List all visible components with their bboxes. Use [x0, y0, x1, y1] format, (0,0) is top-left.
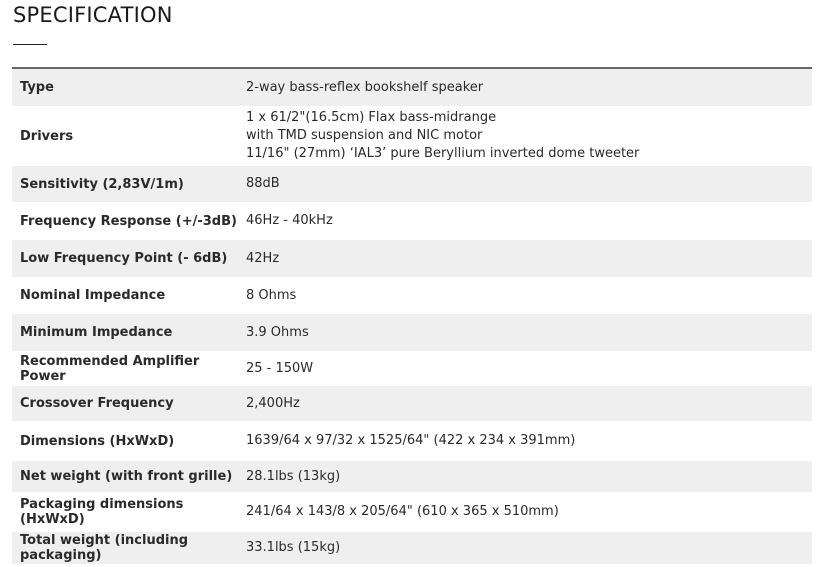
- spec-label: Packaging dimensions (HxWxD): [20, 497, 184, 527]
- spec-value: [246, 360, 812, 378]
- spec-value-line: 28.1lbs (13kg): [246, 468, 341, 484]
- spec-label: Dimensions (HxWxD): [20, 433, 175, 449]
- spec-label: Low Frequency Point (- 6dB): [20, 251, 228, 266]
- spec-label: Sensitivity (2,83V/1m): [20, 176, 184, 192]
- spec-value-line: 8 Ohms: [246, 287, 297, 303]
- spec-row: [12, 386, 812, 421]
- spec-label: Drivers: [20, 128, 74, 144]
- spec-value-line: 2-way bass-reflex bookshelf speaker: [246, 79, 484, 95]
- spec-value-line: 33.1lbs (15kg): [246, 540, 341, 555]
- spec-row: [12, 492, 812, 532]
- spec-value: [246, 250, 812, 268]
- spec-value: [246, 432, 812, 450]
- spec-value: [246, 503, 812, 521]
- spec-value-line: 42Hz: [246, 250, 280, 266]
- spec-value-line: 88dB: [246, 176, 280, 191]
- spec-value-line: 2,400Hz: [246, 395, 300, 411]
- page-title: SPECIFICATION: [13, 3, 173, 27]
- spec-value: [246, 468, 812, 486]
- spec-value: [246, 539, 812, 557]
- spec-value-line: 25 - 150W: [246, 360, 314, 376]
- spec-value-line: 241/64 x 143/8 x 205/64" (610 x 365 x 510mm): [246, 504, 559, 519]
- spec-value: [246, 287, 812, 305]
- spec-label: Total weight (including packaging): [20, 533, 189, 563]
- spec-row: [12, 240, 812, 277]
- spec-label: Crossover Frequency: [20, 396, 174, 411]
- spec-value: [246, 79, 812, 97]
- spec-value-line: 1639/64 x 97/32 x 1525/64" (422 x 234 x 391mm): [246, 433, 576, 448]
- spec-row: [12, 314, 812, 351]
- spec-row: [12, 461, 812, 492]
- spec-row: [12, 69, 812, 106]
- spec-value: [246, 109, 812, 163]
- spec-row: [12, 421, 812, 461]
- spec-row: [12, 202, 812, 240]
- spec-row: [12, 166, 812, 202]
- spec-value: [246, 175, 812, 193]
- spec-label: Minimum Impedance: [20, 325, 173, 340]
- spec-value-line: 1 x 61/2"(16.5cm) Flax bass-midrange: [246, 110, 497, 125]
- spec-row: [12, 106, 812, 166]
- spec-row: [12, 532, 812, 564]
- spec-label: Frequency Response (+/-3dB): [20, 213, 237, 229]
- spec-value-line: 11/16" (27mm) ‘IAL3’ pure Beryllium inverted dome tweeter: [246, 146, 640, 161]
- spec-label: Recommended Amplifier Power: [20, 353, 200, 384]
- title-underline: [13, 44, 47, 45]
- spec-row: [12, 351, 812, 386]
- spec-value-line: 46Hz - 40kHz: [246, 213, 333, 228]
- spec-label: Net weight (with front grille): [20, 469, 233, 484]
- spec-value: [246, 324, 812, 342]
- spec-row: [12, 277, 812, 314]
- spec-label: Type: [20, 80, 54, 95]
- spec-value-line: 3.9 Ohms: [246, 324, 309, 340]
- spec-table: [12, 67, 812, 564]
- spec-value: [246, 212, 812, 230]
- spec-label: Nominal Impedance: [20, 288, 166, 303]
- spec-value-line: with TMD suspension and NIC motor: [246, 128, 483, 143]
- spec-value: [246, 395, 812, 413]
